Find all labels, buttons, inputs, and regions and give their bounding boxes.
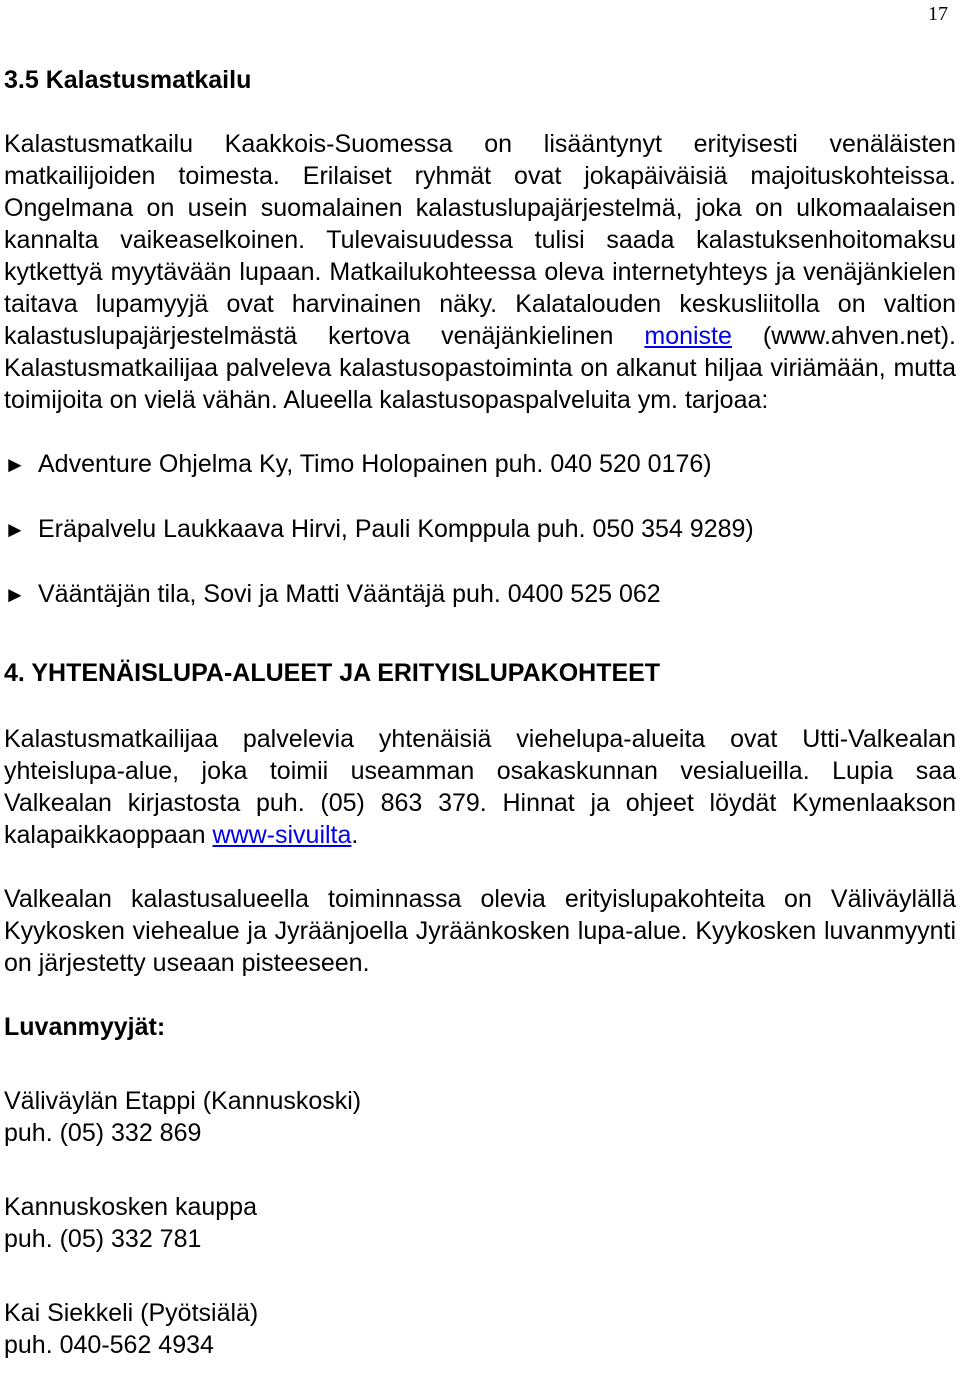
paragraph-text: Kalastusmatkailijaa palvelevia yhtenäisiä viehelupa-alueita ovat Utti-Valkealan yhteislupa-alue, joka toimii useamman osakaskunnan vesialueilla. Lupia saa Valkealan kirjastosta puh. (05) 863 379. Hinnat ja ohjeet löydät Kymenlaakson kalapaikkaoppaan [4, 725, 956, 849]
www-sivuilta-link[interactable]: www-sivuilta [212, 821, 352, 849]
seller-name: Väliväylän Etappi (Kannuskoski) [4, 1087, 362, 1115]
seller-name: Kannuskosken kauppa [4, 1193, 257, 1221]
paragraph-text-continued: (www.ahven.net). Kalastusmatkailijaa palveleva kalastusopastoiminta on alkanut hiljaa viriämään, mutta toimijoita on vielä vähän. Alueella kalastusopaspalveluita ym. tarjoaa: [4, 322, 957, 414]
section-3-5-paragraph [4, 128, 956, 416]
guide-services-list [4, 448, 956, 611]
list-item-text: Adventure Ohjelma Ky, Timo Holopainen puh. 040 520 0176) [38, 450, 712, 478]
seller-name: Kai Siekkeli (Pyötsiälä) [4, 1299, 259, 1327]
seller-entry [4, 1191, 956, 1255]
list-item-text: Eräpalvelu Laukkaava Hirvi, Pauli Komppula puh. 050 354 9289) [38, 515, 754, 543]
paragraph-text: Kalastusmatkailu Kaakkois-Suomessa on lisääntynyt erityisesti venäläisten matkailijoiden toimesta. Erilaiset ryhmät ovat jokapäiväisiä majoituskohteissa. Ongelmana on usein suomalainen kalastuslupajärjestelmä, joka on ulkomaalaisen kannalta vaikeaselkoinen. Tulevaisuudessa tulisi saada kalastuksenhoitomaksu kytkettyä myytävään lupaan. Matkailukohteessa oleva internetyhteys ja venäjänkielen taitava lupamyyjä ovat harvinainen näky. Kalatalouden keskusliitolla on valtion kalastuslupajärjestelmästä kertova venäjänkielinen [4, 130, 956, 350]
list-item-text: Vääntäjän tila, Sovi ja Matti Vääntäjä puh. 0400 525 062 [38, 580, 661, 608]
arrow-bullet-icon: ► [4, 582, 26, 607]
seller-phone: puh. (05) 332 781 [4, 1225, 202, 1253]
arrow-bullet-icon: ► [4, 517, 26, 542]
seller-entry [4, 1085, 956, 1149]
section-4-paragraph-1 [4, 723, 956, 851]
paragraph-text-continued: . [351, 821, 359, 849]
section-4-paragraph-2: Valkealan kalastusalueella toiminnassa olevia erityislupakohteita on Väliväylällä Kyykosken viehealue ja Jyräänjoella Jyräänkosken lupa-alue. Kyykosken luvanmyynti on järjestetty useaan pisteeseen. [4, 885, 956, 977]
seller-phone: puh. (05) 332 869 [4, 1119, 202, 1147]
list-item [4, 513, 956, 546]
section-heading-4: 4. YHTENÄISLUPA-ALUEET JA ERITYISLUPAKOHTEET [4, 659, 661, 687]
page-number: 17 [928, 3, 948, 25]
list-item [4, 578, 956, 611]
sellers-label: Luvanmyyjät: [4, 1013, 166, 1041]
section-heading-3-5: 3.5 Kalastusmatkailu [4, 66, 252, 94]
document-body [4, 64, 956, 1361]
moniste-link[interactable]: moniste [644, 322, 732, 350]
seller-entry [4, 1297, 956, 1361]
arrow-bullet-icon: ► [4, 452, 26, 477]
list-item [4, 448, 956, 481]
seller-phone: puh. 040-562 4934 [4, 1331, 214, 1359]
